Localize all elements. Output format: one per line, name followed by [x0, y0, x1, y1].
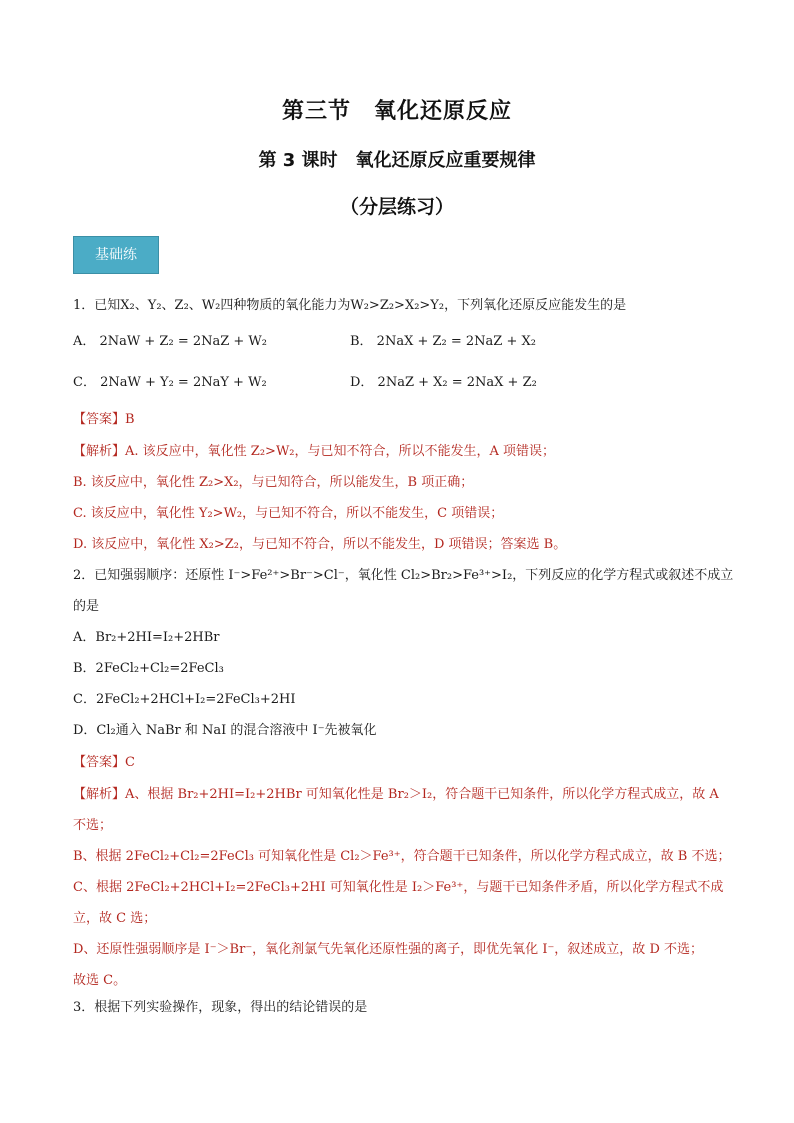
- q2-analysis-a: A、根据 Br₂+2HI=I₂+2HBr 可知氧化性是 Br₂＞I₂，符合题干已知条件，所以化学方程式成立，故 A: [125, 787, 719, 802]
- q2-answer-label: 【答案】: [73, 755, 126, 770]
- q2-analysis-c: C、根据 2FeCl₂+2HCl+I₂=2FeCl₃+2HI 可知氧化性是 I₂＞Fe³⁺，与题干已知条件矛盾，所以化学方程式不成: [73, 880, 724, 895]
- q1-analysis-b: B. 该反应中，氧化性 Z₂>X₂，与已知符合，所以能发生，B 项正确；: [73, 475, 474, 490]
- q1-analysis-label: 【解析】: [73, 444, 126, 459]
- q1-option-b: B． 2NaX + Z₂ = 2NaZ + X₂: [350, 334, 536, 349]
- q1-analysis-a: A. 该反应中，氧化性 Z₂>W₂，与已知不符合，所以不能发生，A 项错误；: [125, 444, 556, 459]
- q2-stem-2: 的是: [73, 599, 100, 614]
- q2-option-d: D．Cl₂通入 NaBr 和 NaI 的混合溶液中 I⁻先被氧化: [73, 723, 377, 738]
- q2-option-c: C．2FeCl₂+2HCl+I₂=2FeCl₃+2HI: [73, 692, 296, 707]
- q2-analysis-d: D、还原性强弱顺序是 I⁻＞Br⁻，氧化剂氯气先氧化还原性强的离子，即优先氧化 I⁻，叙述成立，故 D 不选；: [73, 942, 703, 957]
- q2-option-a: A．Br₂+2HI=I₂+2HBr: [73, 630, 220, 645]
- q1-analysis-d: D. 该反应中，氧化性 X₂>Z₂，与已知不符合，所以不能发生，D 项错误；答案选 B。: [73, 537, 567, 552]
- q2-analysis-conclusion: 故选 C。: [73, 973, 127, 988]
- q1-stem: 1．已知X₂、Y₂、Z₂、W₂四种物质的氧化能力为W₂>Z₂>X₂>Y₂，下列氧化还原反应能发生的是: [73, 298, 627, 313]
- section-title: 第三节 氧化还原反应: [281, 99, 512, 124]
- q1-option-c: C． 2NaW + Y₂ = 2NaY + W₂: [73, 375, 267, 390]
- q1-option-d: D． 2NaZ + X₂ = 2NaX + Z₂: [350, 375, 537, 390]
- q2-analysis-label: 【解析】: [73, 787, 126, 802]
- q1-analysis-1: [73, 443, 555, 461]
- q2-answer: [73, 754, 135, 772]
- q1-option-a: A． 2NaW + Z₂ = 2NaZ + W₂: [73, 334, 267, 349]
- q2-analysis-b: B、根据 2FeCl₂+Cl₂=2FeCl₃ 可知氧化性是 Cl₂＞Fe³⁺，符合题干已知条件，所以化学方程式成立，故 B 不选；: [73, 849, 731, 864]
- basic-practice-badge: 基础练: [73, 236, 159, 274]
- q1-answer-value: B: [125, 412, 135, 427]
- q2-option-b: B．2FeCl₂+Cl₂=2FeCl₃: [73, 661, 224, 676]
- q2-analysis-a-cont: 不选；: [73, 818, 113, 833]
- q2-analysis-c-cont: 立，故 C 选；: [73, 911, 157, 926]
- q2-stem-1: 2．已知强弱顺序：还原性 I⁻>Fe²⁺>Br⁻>Cl⁻，氧化性 Cl₂>Br₂>Fe³⁺>I₂，下列反应的化学方程式或叙述不成立: [73, 568, 734, 583]
- practice-subtitle: （分层练习）: [339, 196, 454, 218]
- q1-answer-label: 【答案】: [73, 412, 126, 427]
- q2-analysis-1: [73, 786, 719, 804]
- q1-answer: [73, 411, 135, 429]
- q2-answer-value: C: [125, 755, 135, 770]
- q3-stem: 3．根据下列实验操作，现象，得出的结论错误的是: [73, 1000, 368, 1015]
- lesson-subtitle: 第 3 课时 氧化还原反应重要规律: [258, 150, 536, 171]
- q1-analysis-c: C. 该反应中，氧化性 Y₂>W₂，与已知不符合，所以不能发生，C 项错误；: [73, 506, 504, 521]
